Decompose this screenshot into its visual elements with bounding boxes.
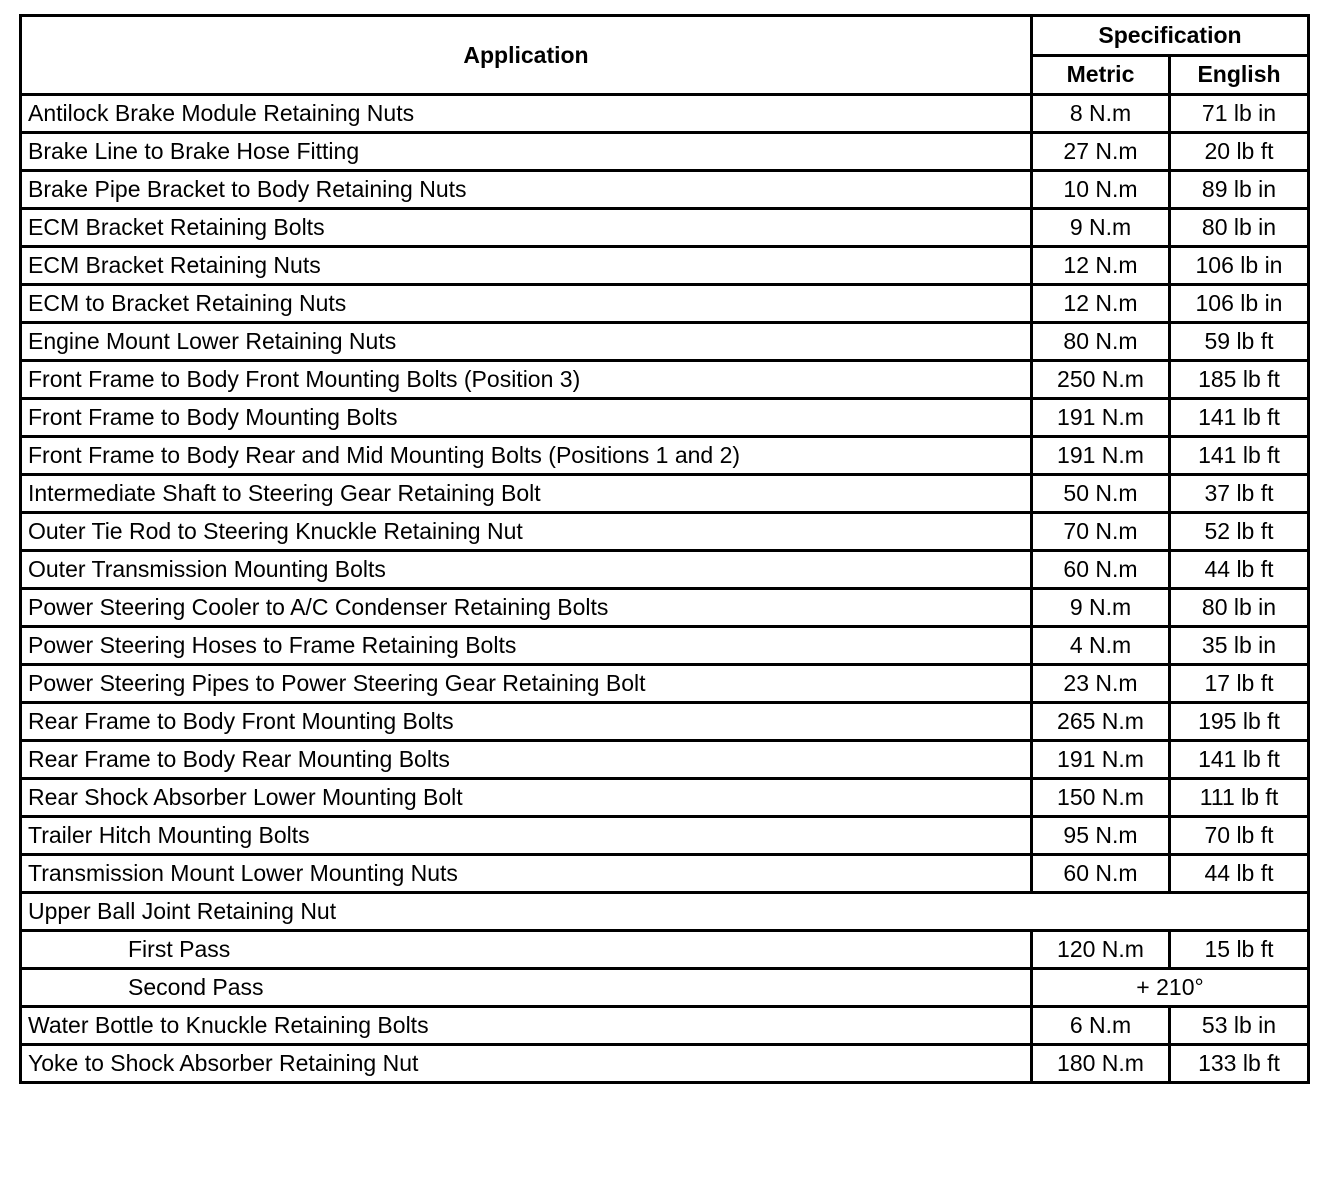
table-row (21, 475, 1309, 513)
table-row (21, 247, 1309, 285)
application-cell: Front Frame to Body Front Mounting Bolts (Position 3) (21, 361, 1032, 399)
metric-cell: 80 N.m (1032, 323, 1170, 361)
metric-cell: 50 N.m (1032, 475, 1170, 513)
metric-cell: 180 N.m (1032, 1045, 1170, 1083)
table-row (21, 1007, 1309, 1045)
application-cell: Yoke to Shock Absorber Retaining Nut (21, 1045, 1032, 1083)
table-row (21, 741, 1309, 779)
application-cell: Rear Shock Absorber Lower Mounting Bolt (21, 779, 1032, 817)
application-cell: Power Steering Hoses to Frame Retaining Bolts (21, 627, 1032, 665)
english-cell: 53 lb in (1170, 1007, 1309, 1045)
metric-cell: 10 N.m (1032, 171, 1170, 209)
first-pass-label: First Pass (21, 931, 1032, 969)
english-cell: 106 lb in (1170, 285, 1309, 323)
table-row (21, 665, 1309, 703)
english-cell: 80 lb in (1170, 209, 1309, 247)
english-cell: 59 lb ft (1170, 323, 1309, 361)
second-pass-label: Second Pass (21, 969, 1032, 1007)
metric-cell: 265 N.m (1032, 703, 1170, 741)
metric-cell: 12 N.m (1032, 285, 1170, 323)
second-pass-value: + 210° (1032, 969, 1309, 1007)
application-cell: Outer Tie Rod to Steering Knuckle Retaining Nut (21, 513, 1032, 551)
application-cell: Transmission Mount Lower Mounting Nuts (21, 855, 1032, 893)
english-cell: 141 lb ft (1170, 437, 1309, 475)
application-cell: Intermediate Shaft to Steering Gear Retaining Bolt (21, 475, 1032, 513)
metric-cell: 4 N.m (1032, 627, 1170, 665)
metric-cell: 23 N.m (1032, 665, 1170, 703)
table-row (21, 95, 1309, 133)
metric-cell: 60 N.m (1032, 855, 1170, 893)
ball-joint-group (21, 893, 1309, 1007)
english-cell: 185 lb ft (1170, 361, 1309, 399)
application-cell: Antilock Brake Module Retaining Nuts (21, 95, 1032, 133)
english-cell: 195 lb ft (1170, 703, 1309, 741)
metric-cell: 191 N.m (1032, 399, 1170, 437)
metric-cell: 150 N.m (1032, 779, 1170, 817)
application-cell: Power Steering Pipes to Power Steering Gear Retaining Bolt (21, 665, 1032, 703)
table-row (21, 703, 1309, 741)
english-cell: 20 lb ft (1170, 133, 1309, 171)
ball-joint-title: Upper Ball Joint Retaining Nut (21, 893, 1309, 931)
table-row (21, 323, 1309, 361)
table-row (21, 209, 1309, 247)
torque-spec-table (19, 14, 1310, 1084)
metric-cell: 60 N.m (1032, 551, 1170, 589)
metric-cell: 191 N.m (1032, 741, 1170, 779)
table-row (21, 855, 1309, 893)
table-row (21, 171, 1309, 209)
application-cell: Power Steering Cooler to A/C Condenser Retaining Bolts (21, 589, 1032, 627)
metric-cell: 191 N.m (1032, 437, 1170, 475)
table-row (21, 133, 1309, 171)
english-cell: 71 lb in (1170, 95, 1309, 133)
english-cell: 141 lb ft (1170, 399, 1309, 437)
table-row (21, 437, 1309, 475)
english-cell: 17 lb ft (1170, 665, 1309, 703)
application-cell: Trailer Hitch Mounting Bolts (21, 817, 1032, 855)
metric-cell: 6 N.m (1032, 1007, 1170, 1045)
application-cell: ECM Bracket Retaining Bolts (21, 209, 1032, 247)
table-body (21, 95, 1309, 893)
metric-cell: 70 N.m (1032, 513, 1170, 551)
metric-cell: 9 N.m (1032, 209, 1170, 247)
table-row (21, 285, 1309, 323)
application-cell: Engine Mount Lower Retaining Nuts (21, 323, 1032, 361)
application-cell: ECM Bracket Retaining Nuts (21, 247, 1032, 285)
metric-header: Metric (1032, 55, 1170, 95)
english-cell: 70 lb ft (1170, 817, 1309, 855)
metric-cell: 27 N.m (1032, 133, 1170, 171)
application-cell: Brake Line to Brake Hose Fitting (21, 133, 1032, 171)
metric-cell: 12 N.m (1032, 247, 1170, 285)
application-cell: Rear Frame to Body Front Mounting Bolts (21, 703, 1032, 741)
specification-header: Specification (1032, 16, 1309, 56)
english-cell: 141 lb ft (1170, 741, 1309, 779)
table-row (21, 817, 1309, 855)
application-cell: Outer Transmission Mounting Bolts (21, 551, 1032, 589)
application-header: Application (21, 16, 1032, 95)
english-cell: 106 lb in (1170, 247, 1309, 285)
application-cell: Front Frame to Body Rear and Mid Mounting Bolts (Positions 1 and 2) (21, 437, 1032, 475)
table-row (21, 931, 1309, 969)
table-row (21, 551, 1309, 589)
table-row (21, 513, 1309, 551)
application-cell: Brake Pipe Bracket to Body Retaining Nuts (21, 171, 1032, 209)
english-cell: 111 lb ft (1170, 779, 1309, 817)
first-pass-metric: 120 N.m (1032, 931, 1170, 969)
english-cell: 133 lb ft (1170, 1045, 1309, 1083)
application-cell: Front Frame to Body Mounting Bolts (21, 399, 1032, 437)
application-cell: Water Bottle to Knuckle Retaining Bolts (21, 1007, 1032, 1045)
table-row (21, 893, 1309, 931)
table-row (21, 779, 1309, 817)
english-cell: 37 lb ft (1170, 475, 1309, 513)
table-row (21, 627, 1309, 665)
application-cell: Rear Frame to Body Rear Mounting Bolts (21, 741, 1032, 779)
table-row (21, 361, 1309, 399)
metric-cell: 95 N.m (1032, 817, 1170, 855)
application-cell: ECM to Bracket Retaining Nuts (21, 285, 1032, 323)
header-row (21, 16, 1309, 56)
table-body-end (21, 1007, 1309, 1083)
table-row (21, 1045, 1309, 1083)
english-cell: 52 lb ft (1170, 513, 1309, 551)
english-cell: 35 lb in (1170, 627, 1309, 665)
table-row (21, 969, 1309, 1007)
english-cell: 44 lb ft (1170, 551, 1309, 589)
metric-cell: 250 N.m (1032, 361, 1170, 399)
english-header: English (1170, 55, 1309, 95)
first-pass-english: 15 lb ft (1170, 931, 1309, 969)
metric-cell: 8 N.m (1032, 95, 1170, 133)
english-cell: 44 lb ft (1170, 855, 1309, 893)
table-row (21, 589, 1309, 627)
metric-cell: 9 N.m (1032, 589, 1170, 627)
english-cell: 80 lb in (1170, 589, 1309, 627)
table-row (21, 399, 1309, 437)
english-cell: 89 lb in (1170, 171, 1309, 209)
